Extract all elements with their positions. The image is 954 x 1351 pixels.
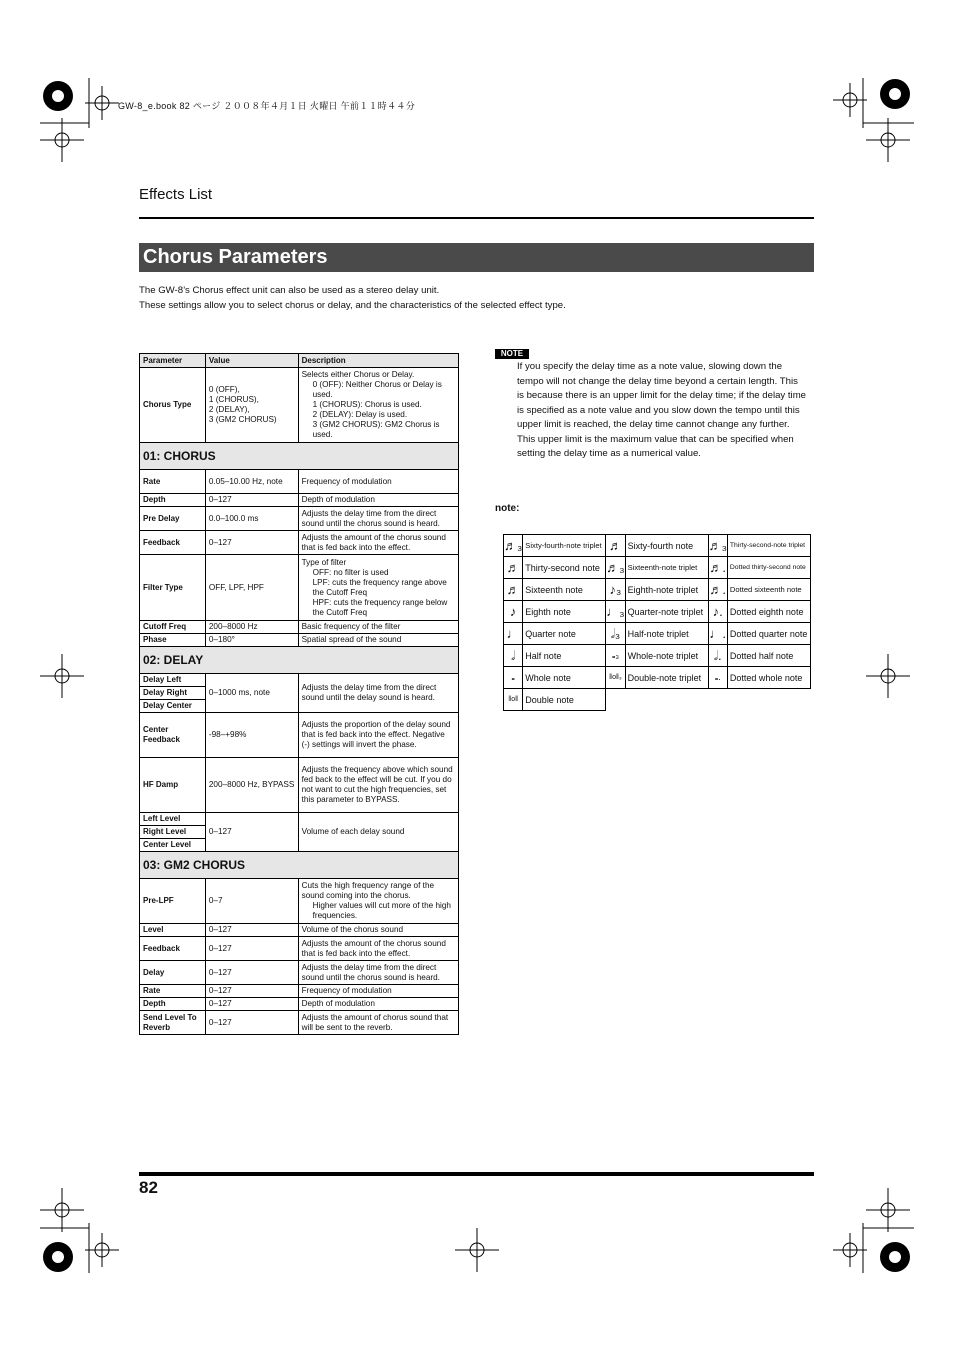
value-cell: 0–7 xyxy=(205,879,298,924)
desc-cell xyxy=(298,368,458,443)
param-cell: Pre-LPF xyxy=(140,879,206,924)
value-line: 2 (DELAY), xyxy=(208,405,250,414)
note-label: Double note xyxy=(523,689,606,711)
table-row xyxy=(140,998,459,1011)
value-cell: 0–127 xyxy=(205,924,298,937)
desc-cell: Adjusts the amount of the chorus sound that is fed back into the effect. xyxy=(298,937,458,961)
desc-cell: Adjusts the delay time from the direct sound until the chorus sound is heard. xyxy=(298,507,458,531)
param-cell: Center Level xyxy=(140,839,206,852)
table-row xyxy=(504,667,811,689)
table-row xyxy=(140,470,459,494)
note-icon: 𝅝₃ xyxy=(606,645,625,667)
crosshair-mid-left xyxy=(40,654,84,698)
param-cell: Delay Center xyxy=(140,700,206,713)
value-cell: 0–127 xyxy=(205,494,298,507)
note-label: Dotted sixteenth note xyxy=(727,579,810,601)
table-row xyxy=(140,531,459,555)
desc-cell: Volume of the chorus sound xyxy=(298,924,458,937)
desc-cell: Depth of modulation xyxy=(298,998,458,1011)
note-icon: ♪₃ xyxy=(606,579,625,601)
param-cell: Delay Right xyxy=(140,687,206,700)
desc-cell: Frequency of modulation xyxy=(298,470,458,494)
table-row xyxy=(504,645,811,667)
value-cell: 0–127 xyxy=(205,813,298,852)
note-label: Double-note triplet xyxy=(625,667,708,689)
page-number: 82 xyxy=(139,1178,158,1197)
note-label: Thirty-second note xyxy=(523,557,606,579)
empty-cell xyxy=(606,689,811,711)
table-row xyxy=(140,713,459,758)
desc-line: 0 (OFF): Neither Chorus or Delay is used. xyxy=(312,380,442,399)
value-cell: OFF, LPF, HPF xyxy=(205,555,298,621)
param-cell: Cutoff Freq xyxy=(140,621,206,634)
note-icon: ♬ xyxy=(504,579,523,601)
desc-line: Type of filter xyxy=(301,557,347,567)
note-icon: 𝅗𝅥. xyxy=(708,645,727,667)
desc-cell: Adjusts the delay time from the direct sound until the chorus sound is heard. xyxy=(298,961,458,985)
star-target-bottom-left xyxy=(43,1242,73,1272)
desc-line: 3 (GM2 CHORUS): GM2 Chorus is used. xyxy=(312,420,440,439)
crosshair-bottom-right-outer xyxy=(866,1188,910,1232)
note-label: Half-note triplet xyxy=(625,623,708,645)
header-description: Description xyxy=(298,354,458,368)
table-row xyxy=(140,758,459,813)
value-cell: 0–127 xyxy=(205,531,298,555)
note-label: Dotted whole note xyxy=(727,667,810,689)
value-cell: 0–1000 ms, note xyxy=(205,674,298,713)
note-label: Quarter note xyxy=(523,623,606,645)
section-heading-chorus: 01: CHORUS xyxy=(140,443,459,470)
table-row xyxy=(140,674,459,687)
note-icon: 𝅗𝅥 xyxy=(504,645,523,667)
note-label: Half note xyxy=(523,645,606,667)
desc-cell: Adjusts the amount of chorus sound that will be sent to the reverb. xyxy=(298,1011,458,1035)
table-row xyxy=(140,621,459,634)
table-row xyxy=(140,924,459,937)
note-icon: ♩ xyxy=(504,623,523,645)
section-row xyxy=(140,443,459,470)
param-cell: Right Level xyxy=(140,826,206,839)
note-icon: 𝅝. xyxy=(708,667,727,689)
note-label: Eighth-note triplet xyxy=(625,579,708,601)
table-row xyxy=(140,937,459,961)
param-cell: Level xyxy=(140,924,206,937)
value-cell: 200–8000 Hz xyxy=(205,621,298,634)
table-row xyxy=(140,507,459,531)
desc-cell: Adjusts the frequency above which sound fed back to the effect will be cut. If you do not want to cut the high frequencies, set this parameter to BYPASS. xyxy=(298,758,458,813)
param-cell: Chorus Type xyxy=(140,368,206,443)
crosshair-bottom-center xyxy=(455,1228,499,1272)
note-icon: ♬. xyxy=(708,557,727,579)
note-text: If you specify the delay time as a note value, slowing down the tempo will not change the delay time beyond a certain length. This is because there is an upper limit for the delay time; if the delay time is specified as a note value and you slow down the tempo until this upper limit is reached, the delay time cannot change any further. This upper limit is the maximum value that can be specified when setting the delay time as a numerical value. xyxy=(517,361,807,459)
desc-line: Higher values will cut more of the high frequencies. xyxy=(312,901,451,920)
value-cell xyxy=(205,368,298,443)
note-label: Whole note xyxy=(523,667,606,689)
desc-cell: Depth of modulation xyxy=(298,494,458,507)
table-row xyxy=(140,1011,459,1035)
desc-cell: Spatial spread of the sound xyxy=(298,634,458,647)
note-values-label: note: xyxy=(495,503,520,514)
table-row xyxy=(140,494,459,507)
star-target-bottom-right xyxy=(880,1242,910,1272)
param-cell: Delay xyxy=(140,961,206,985)
table-row xyxy=(504,623,811,645)
table-row xyxy=(504,689,811,711)
param-cell: Feedback xyxy=(140,531,206,555)
table-row xyxy=(140,813,459,826)
param-cell: Depth xyxy=(140,998,206,1011)
table-row xyxy=(140,634,459,647)
note-icon: ♬₃ xyxy=(606,557,625,579)
note-icon: ♬ xyxy=(606,535,625,557)
value-cell: 0–127 xyxy=(205,937,298,961)
table-row xyxy=(504,601,811,623)
file-info: GW-8_e.book 82 ページ ２００８年４月１日 火曜日 午前１１時４４分 xyxy=(118,101,415,111)
intro-text xyxy=(139,283,566,313)
crosshair-top-left-outer xyxy=(40,118,84,162)
note-values-table xyxy=(503,534,811,711)
crosshair-top-left-inner xyxy=(85,86,119,120)
desc-line: HPF: cuts the frequency range below the Cutoff Freq xyxy=(312,597,448,617)
value-cell: 0–180° xyxy=(205,634,298,647)
section-heading-gm2: 03: GM2 CHORUS xyxy=(140,852,459,879)
param-cell: Center Feedback xyxy=(140,713,206,758)
desc-line: Cuts the high frequency range of the sound coming into the chorus. xyxy=(301,881,435,900)
param-cell: Depth xyxy=(140,494,206,507)
desc-line: Selects either Chorus or Delay. xyxy=(301,370,415,379)
section-row xyxy=(140,852,459,879)
crosshair-top-right-outer xyxy=(866,118,910,162)
value-cell: -98–+98% xyxy=(205,713,298,758)
note-label: Dotted thirty-second note xyxy=(727,557,810,579)
value-cell: 0–127 xyxy=(205,985,298,998)
section-heading-delay: 02: DELAY xyxy=(140,647,459,674)
note-label: Sixty-fourth-note triplet xyxy=(523,535,606,557)
note-icon: ‖o‖ xyxy=(504,689,523,711)
note-icon: ‖o‖₃ xyxy=(606,667,625,689)
table-row xyxy=(140,555,459,621)
section-row xyxy=(140,647,459,674)
crosshair-bottom-left-outer xyxy=(40,1188,84,1232)
note-icon: ♪. xyxy=(708,601,727,623)
table-row xyxy=(504,535,811,557)
crosshair-mid-right xyxy=(866,654,910,698)
bottom-rule xyxy=(139,1172,814,1176)
parameter-table xyxy=(139,353,459,1035)
note-label: Sixteenth note xyxy=(523,579,606,601)
header-value: Value xyxy=(205,354,298,368)
note-icon: ♬₃ xyxy=(504,535,523,557)
table-row xyxy=(140,985,459,998)
value-cell: 0.05–10.00 Hz, note xyxy=(205,470,298,494)
header-parameter: Parameter xyxy=(140,354,206,368)
note-icon: 𝅝 xyxy=(504,667,523,689)
desc-line: OFF: no filter is used xyxy=(312,567,389,577)
table-row xyxy=(504,579,811,601)
desc-cell: Adjusts the delay time from the direct sound until the delay sound is heard. xyxy=(298,674,458,713)
param-cell: Feedback xyxy=(140,937,206,961)
table-row xyxy=(504,557,811,579)
param-cell: Pre Delay xyxy=(140,507,206,531)
value-line: 3 (GM2 CHORUS) xyxy=(208,415,277,424)
star-target-top-right xyxy=(880,79,910,109)
param-cell: Left Level xyxy=(140,813,206,826)
value-cell: 0–127 xyxy=(205,1011,298,1035)
note-label: Dotted quarter note xyxy=(727,623,810,645)
note-label: Dotted eighth note xyxy=(727,601,810,623)
note-label: Thirty-second-note triplet xyxy=(727,535,810,557)
desc-cell: Adjusts the proportion of the delay sound that is fed back into the effect. Negative (-) settings will invert the phase. xyxy=(298,713,458,758)
note-label: Dotted half note xyxy=(727,645,810,667)
param-cell: Delay Left xyxy=(140,674,206,687)
note-icon: ♬ xyxy=(504,557,523,579)
desc-cell xyxy=(298,879,458,924)
intro-line: The GW-8’s Chorus effect unit can also be used as a stereo delay unit. xyxy=(139,285,440,296)
crosshair-bottom-right-inner xyxy=(833,1233,867,1267)
page-title: Chorus Parameters xyxy=(143,246,328,268)
value-cell: 0.0–100.0 ms xyxy=(205,507,298,531)
title-bar xyxy=(139,243,814,272)
desc-cell xyxy=(298,555,458,621)
note-icon: ♩. xyxy=(708,623,727,645)
note-icon: ♩₃ xyxy=(606,601,625,623)
crosshair-top-right-inner xyxy=(833,83,867,117)
desc-line: 1 (CHORUS): Chorus is used. xyxy=(312,400,422,409)
note-label: Eighth note xyxy=(523,601,606,623)
param-cell: Filter Type xyxy=(140,555,206,621)
desc-cell: Adjusts the amount of the chorus sound that is fed back into the effect. xyxy=(298,531,458,555)
param-cell: HF Damp xyxy=(140,758,206,813)
note-icon: ♪ xyxy=(504,601,523,623)
note-label: Quarter-note triplet xyxy=(625,601,708,623)
note-icon: ♬₃ xyxy=(708,535,727,557)
note-label: Whole-note triplet xyxy=(625,645,708,667)
table-header-row xyxy=(140,354,459,368)
desc-cell: Volume of each delay sound xyxy=(298,813,458,852)
table-row xyxy=(140,961,459,985)
note-icon: 𝅗𝅥₃ xyxy=(606,623,625,645)
value-line: 1 (CHORUS), xyxy=(208,395,259,404)
desc-line: LPF: cuts the frequency range above the Cutoff Freq xyxy=(312,577,447,597)
desc-line: 2 (DELAY): Delay is used. xyxy=(312,410,408,419)
value-cell: 200–8000 Hz, BYPASS xyxy=(205,758,298,813)
param-cell: Rate xyxy=(140,470,206,494)
note-icon: ♬. xyxy=(708,579,727,601)
param-cell: Rate xyxy=(140,985,206,998)
value-cell: 0–127 xyxy=(205,961,298,985)
desc-cell: Frequency of modulation xyxy=(298,985,458,998)
value-line: 0 (OFF), xyxy=(208,385,240,394)
note-label: Sixteenth-note triplet xyxy=(625,557,708,579)
desc-cell: Basic frequency of the filter xyxy=(298,621,458,634)
intro-line: These settings allow you to select chorus or delay, and the characteristics of the selected effect type. xyxy=(139,300,566,311)
note-label: Sixty-fourth note xyxy=(625,535,708,557)
table-row xyxy=(140,368,459,443)
crosshair-bottom-left-inner xyxy=(85,1233,119,1267)
top-rule xyxy=(139,217,814,219)
running-head: Effects List xyxy=(139,186,213,203)
note-badge: NOTE xyxy=(495,349,529,359)
star-target-top-left xyxy=(43,81,73,111)
table-row xyxy=(140,879,459,924)
param-cell: Send Level To Reverb xyxy=(140,1011,206,1035)
param-cell: Phase xyxy=(140,634,206,647)
value-cell: 0–127 xyxy=(205,998,298,1011)
